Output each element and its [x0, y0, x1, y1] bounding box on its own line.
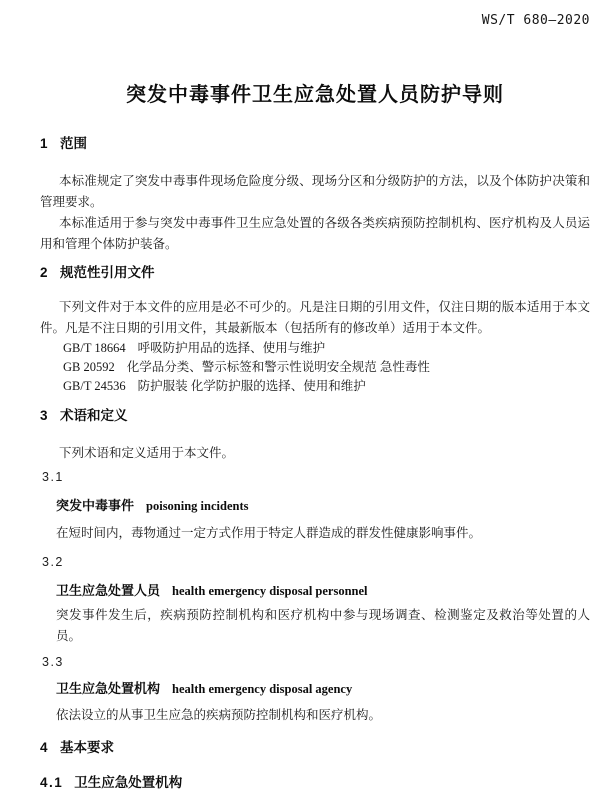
reference-title: 呼吸防护用品的选择、使用与维护	[137, 341, 326, 355]
reference-item	[63, 339, 590, 358]
reference-code: GB 20592	[63, 360, 115, 374]
section-3-number: 3	[40, 408, 50, 423]
standard-code: WS/T 680—2020	[481, 13, 590, 28]
section-3-heading	[40, 408, 590, 423]
term-english: health emergency disposal agency	[172, 682, 353, 696]
clause-number-3-2: 3.2	[42, 555, 64, 569]
section-4-1-title: 卫生应急处置机构	[74, 775, 183, 790]
reference-title: 化学品分类、警示标签和警示性说明安全规范 急性毒性	[126, 360, 430, 374]
section-2-title: 规范性引用文件	[60, 265, 155, 280]
term-entry-3-1	[56, 495, 590, 517]
term-chinese: 卫生应急处置机构	[56, 681, 161, 696]
clause-number-3-1: 3.1	[42, 470, 64, 484]
term-chinese: 卫生应急处置人员	[56, 583, 161, 598]
term-definition-3-2: 突发事件发生后，疾病预防控制机构和医疗机构中参与现场调查、检测鉴定及救治等处置的人员。	[56, 608, 590, 643]
section-1-heading	[40, 136, 590, 151]
clause-number-3-3: 3.3	[42, 655, 64, 669]
reference-code: GB/T 24536	[63, 379, 126, 393]
section-4-title: 基本要求	[60, 740, 115, 755]
section-1-number: 1	[40, 136, 50, 151]
term-english: health emergency disposal personnel	[172, 584, 368, 598]
term-chinese: 突发中毒事件	[56, 498, 135, 513]
section-1-title: 范围	[60, 136, 88, 151]
term-definition-3-3: 依法设立的从事卫生应急的疾病预防控制机构和医疗机构。	[56, 708, 382, 722]
scope-paragraph-2: 本标准适用于参与突发中毒事件卫生应急处置的各级各类疾病预防控制机构、医疗机构及人员运用和管理个体防护装备。	[40, 216, 590, 251]
term-entry-3-3	[56, 678, 590, 700]
reference-code: GB/T 18664	[63, 341, 126, 355]
section-4-number: 4	[40, 740, 50, 755]
section-2-heading	[40, 265, 590, 280]
document-title: 突发中毒事件卫生应急处置人员防护导则	[126, 84, 504, 106]
section-4-1-number: 4.1	[40, 775, 64, 790]
term-definition-3-1: 在短时间内，毒物通过一定方式作用于特定人群造成的群发性健康影响事件。	[56, 526, 482, 540]
reference-item	[63, 377, 590, 396]
section-4-1-heading	[40, 775, 590, 790]
terms-intro-paragraph: 下列术语和定义适用于本文件。	[59, 446, 235, 460]
term-english: poisoning incidents	[146, 499, 249, 513]
scope-paragraph-1: 本标准规定了突发中毒事件现场危险度分级、现场分区和分级防护的方法，以及个体防护决策和管理要求。	[40, 174, 590, 209]
reference-item	[63, 358, 590, 377]
term-entry-3-2	[56, 580, 590, 602]
section-2-number: 2	[40, 265, 50, 280]
section-4-heading	[40, 740, 590, 755]
reference-title: 防护服装 化学防护服的选择、使用和维护	[137, 379, 366, 393]
references-intro-paragraph: 下列文件对于本文件的应用是必不可少的。凡是注日期的引用文件，仅注日期的版本适用于本文件。凡是不注日期的引用文件，其最新版本（包括所有的修改单）适用于本文件。	[40, 300, 590, 335]
section-3-title: 术语和定义	[60, 408, 128, 423]
normative-reference-list	[40, 339, 590, 396]
